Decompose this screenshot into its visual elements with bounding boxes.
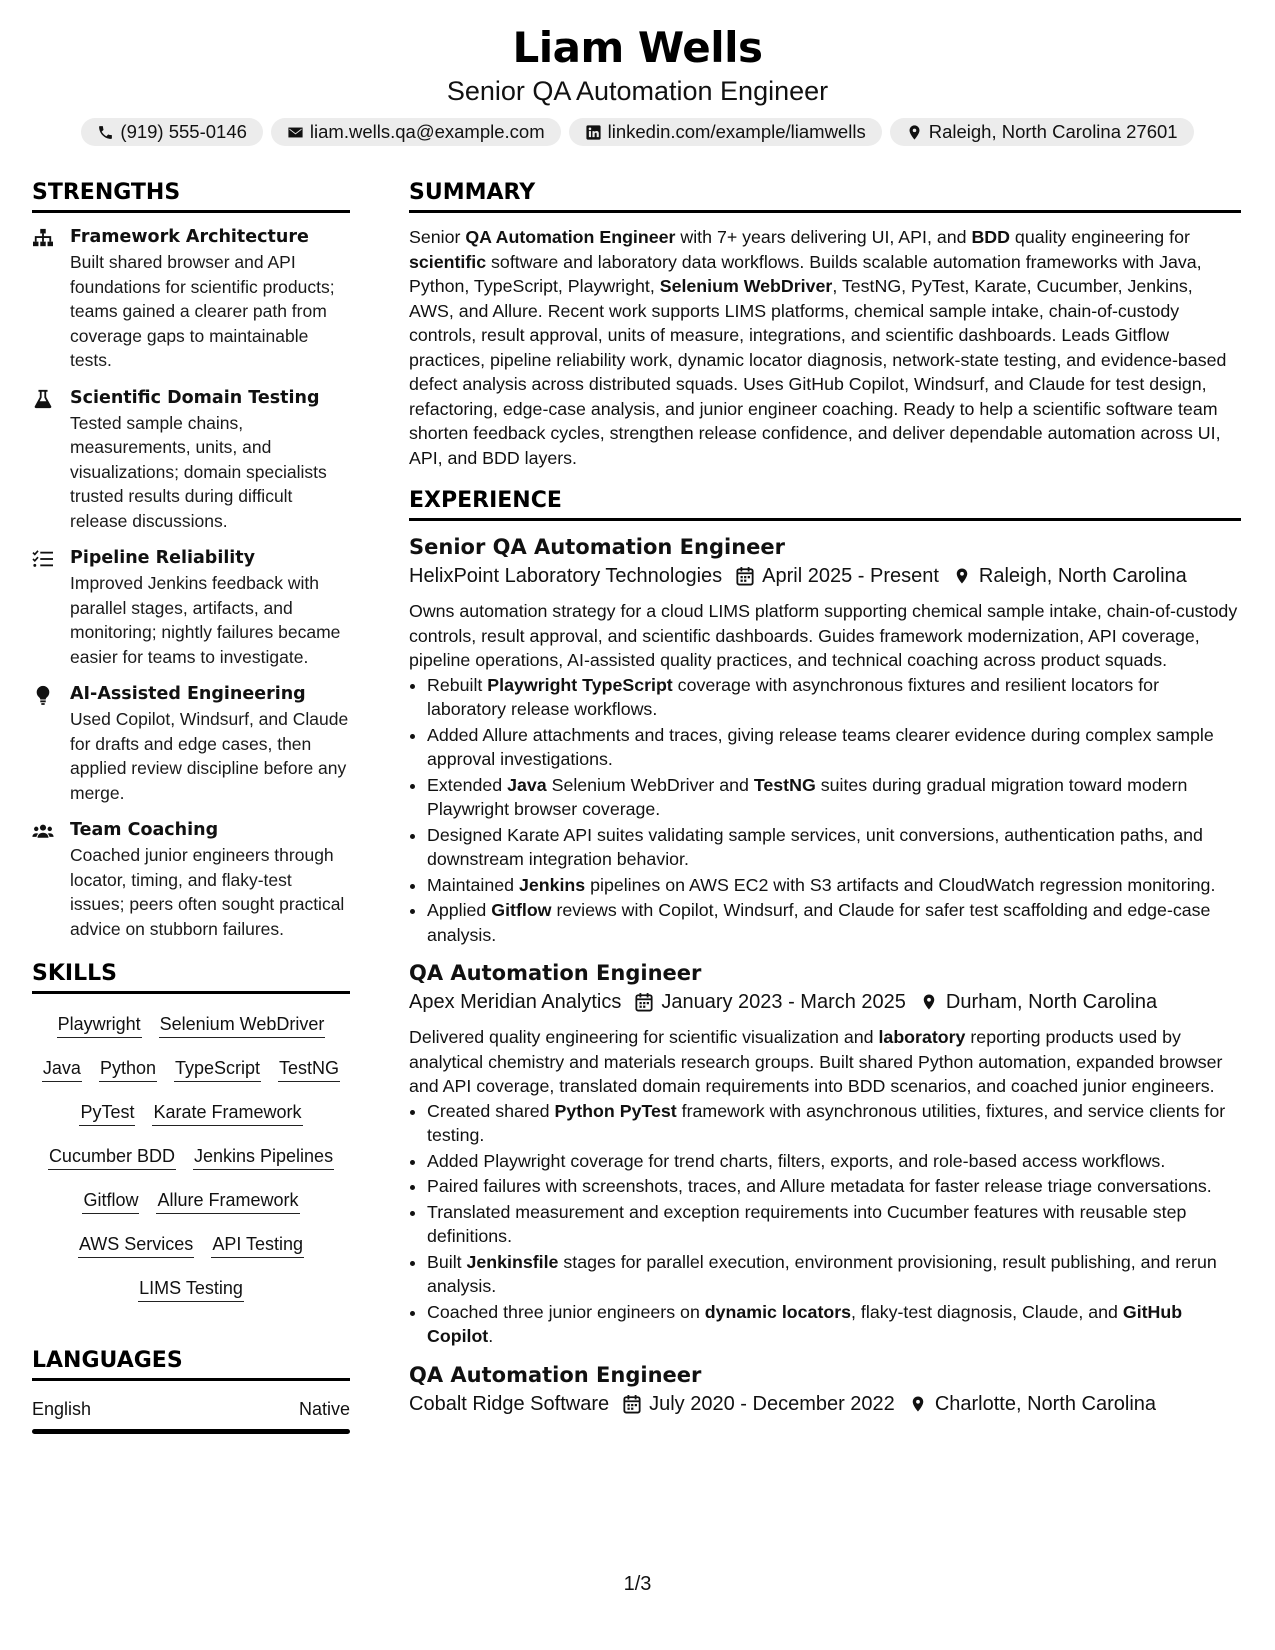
location-pill[interactable] [890, 118, 1194, 146]
left-column [32, 178, 350, 1434]
company-name: Cobalt Ridge Software [409, 1392, 610, 1415]
calendar-icon [736, 566, 754, 586]
language-name: English [32, 1399, 92, 1419]
skill-tag: Jenkins Pipelines [193, 1144, 334, 1170]
list-item: • Paired failures with screenshots, traces, and Allure metadata for faster release triage conversations. [427, 1174, 1241, 1199]
language-level: Native [298, 1399, 350, 1419]
list-item: • Translated measurement and exception requirements into Cucumber features with reusable step definitions. [427, 1200, 1241, 1249]
strength-item [32, 682, 350, 805]
envelope-icon [287, 124, 304, 141]
job-bullets [409, 1099, 1241, 1349]
skill-tag: Python [99, 1056, 157, 1082]
list-item: • Built Jenkinsfile stages for parallel execution, environment provisioning, result publishing, and rerun analysis. [427, 1250, 1241, 1299]
job-entry [409, 959, 1241, 1349]
candidate-title: Senior QA Automation Engineer [446, 76, 829, 106]
skill-tag: Java [42, 1056, 82, 1082]
job-dates: January 2023 - March 2025 [661, 991, 906, 1013]
skill-tag: Selenium WebDriver [159, 1012, 326, 1038]
map-pin-icon [909, 1394, 927, 1414]
list-item: • Added Playwright coverage for trend charts, filters, exports, and role-based access workflows. [427, 1149, 1241, 1174]
skill-tag: TestNG [278, 1056, 340, 1082]
job-meta [409, 561, 1241, 591]
right-column [409, 178, 1241, 1431]
strength-title: Pipeline Reliability [70, 548, 256, 568]
sitemap-icon [32, 228, 54, 248]
strength-title: Scientific Domain Testing [70, 387, 320, 408]
skill-tag: Gitflow [82, 1188, 139, 1214]
list-item: • Maintained Jenkins pipelines on AWS EC2 with S3 artifacts and CloudWatch regression monitoring. [427, 873, 1241, 898]
strength-title: Team Coaching [70, 820, 219, 840]
users-icon [32, 821, 54, 841]
skill-tag: Karate Framework [152, 1100, 302, 1126]
list-item: • Added Allure attachments and traces, giving release teams clearer evidence during complex sample approval investigations. [427, 723, 1241, 772]
list-item: • Created shared Python PyTest framework with asynchronous utilities, fixtures, and service clients for testing. [427, 1099, 1241, 1148]
strength-item [32, 546, 350, 669]
phone-pill[interactable] [81, 118, 263, 146]
skill-tag: TypeScript [174, 1056, 261, 1082]
strength-desc: Coached junior engineers through locator, timing, and flaky-test issues; peers often sought practical advice on stubborn failures. [70, 845, 345, 939]
strength-item [32, 386, 350, 534]
page-number: 1/3 [623, 1573, 652, 1595]
resume-header [0, 22, 1275, 146]
skill-tag: PyTest [79, 1100, 135, 1126]
job-bullets [409, 673, 1241, 948]
job-location: Durham, North Carolina [945, 991, 1158, 1013]
map-pin-icon [920, 992, 938, 1012]
skill-tag: Playwright [57, 1012, 142, 1038]
calendar-icon [623, 1394, 641, 1414]
job-dates: July 2020 - December 2022 [649, 1392, 895, 1415]
strength-desc: Tested sample chains, measurements, units, and visualizations; domain specialists trusted results during difficult release discussions. [70, 412, 327, 531]
skills-heading: SKILLS [32, 959, 350, 994]
linkedin-text: linkedin.com/example/liamwells [607, 121, 866, 142]
job-dates: April 2025 - Present [762, 565, 939, 587]
experience-heading: EXPERIENCE [409, 486, 1241, 521]
linkedin-pill[interactable] [569, 118, 882, 146]
phone-text: (919) 555-0146 [120, 121, 247, 142]
job-title: Senior QA Automation Engineer [409, 535, 785, 559]
lightbulb-icon [32, 685, 54, 705]
strength-title: Framework Architecture [70, 227, 309, 247]
job-entry [409, 533, 1241, 947]
skill-tag: Allure Framework [156, 1188, 299, 1214]
list-item: • Applied Gitflow reviews with Copilot, Windsurf, and Claude for safer test scaffolding and edge-case analysis. [427, 898, 1241, 947]
job-location: Raleigh, North Carolina [978, 565, 1187, 587]
language-row [32, 1393, 350, 1421]
list-item: • Extended Java Selenium WebDriver and TestNG suites during gradual migration toward modern Playwright browser coverage. [427, 773, 1241, 822]
job-location: Charlotte, North Carolina [934, 1392, 1157, 1415]
strength-desc: Built shared browser and API foundations for scientific products; teams gained a clearer path from coverage gaps to maintainable tests. [70, 252, 335, 370]
strength-item [32, 225, 350, 373]
email-pill[interactable] [271, 118, 561, 146]
strength-desc: Improved Jenkins feedback with parallel stages, artifacts, and monitoring; nightly failures became easier for teams to investigate. [70, 573, 341, 667]
skill-tag: LIMS Testing [138, 1276, 244, 1302]
candidate-name: Liam Wells [512, 23, 763, 72]
skills-list [32, 1006, 350, 1302]
list-check-icon [32, 549, 54, 569]
job-description: Delivered quality engineering for scientific visualization and laboratory reporting products used by analytical chemistry and materials research groups. Built shared Python automation, expanded browser and API coverage, translated domain requirements into BDD scenarios, and coached junior engineers. [409, 1027, 1223, 1096]
strengths-heading: STRENGTHS [32, 178, 350, 213]
company-name: Apex Meridian Analytics [409, 991, 622, 1013]
email-text: liam.wells.qa@example.com [309, 121, 545, 142]
language-level-bar [32, 1429, 350, 1434]
map-pin-icon [906, 124, 923, 141]
summary-text: Senior QA Automation Engineer with 7+ years delivering UI, API, and BDD quality engineering for scientific software and laboratory data workflows. Builds scalable automation frameworks with Java, Python, TypeScript, Playwright, Selenium WebDriver, TestNG, PyTest, Karate, Cucumber, Jenkins, AWS, and Allure. Recent work supports LIMS platforms, chemical sample intake, chain-of-custody controls, result approval, units of measure, integrations, and scientific dashboards. Leads Gitflow practices, pipeline reliability work, dynamic locator diagnosis, network-state testing, and evidence-based defect analysis across distributed squads. Uses GitHub Copilot, Windsurf, and Claude for test design, refactoring, edge-case analysis, and junior engineer coaching. Ready to help a scientific software team shorten feedback cycles, strengthen release confidence, and deliver dependable automation across UI, API, and BDD layers. [409, 227, 1227, 468]
linkedin-icon [585, 124, 602, 141]
list-item: • Designed Karate API suites validating sample services, unit conversions, authentication paths, and downstream integration behavior. [427, 823, 1241, 872]
skill-tag: AWS Services [78, 1232, 194, 1258]
job-meta [409, 987, 1241, 1017]
skill-tag: API Testing [211, 1232, 304, 1258]
strength-desc: Used Copilot, Windsurf, and Claude for drafts and edge cases, then applied review discipline before any merge. [70, 709, 349, 803]
list-item: • Coached three junior engineers on dynamic locators, flaky-test diagnosis, Claude, and GitHub Copilot. [427, 1300, 1241, 1349]
strength-item [32, 818, 350, 941]
job-title: QA Automation Engineer [409, 1362, 702, 1387]
phone-icon [97, 124, 114, 141]
flask-icon [32, 389, 54, 409]
job-entry [409, 1361, 1241, 1419]
company-name: HelixPoint Laboratory Technologies [409, 565, 723, 587]
summary-heading: SUMMARY [409, 178, 1241, 213]
strength-title: AI-Assisted Engineering [70, 684, 306, 704]
skill-tag: Cucumber BDD [48, 1144, 176, 1170]
languages-heading: LANGUAGES [32, 1346, 350, 1381]
calendar-icon [635, 992, 653, 1012]
list-item: • Rebuilt Playwright TypeScript coverage with asynchronous fixtures and resilient locators for laboratory release workflows. [427, 673, 1241, 722]
job-description: Owns automation strategy for a cloud LIMS platform supporting chemical sample intake, chain-of-custody controls, result approval, and scientific dashboards. Guides framework modernization, API coverage, pipeline operations, AI-assisted quality practices, and technical coaching across product squads. [409, 601, 1238, 670]
location-text: Raleigh, North Carolina 27601 [928, 121, 1178, 142]
job-title: QA Automation Engineer [409, 961, 702, 985]
job-meta [409, 1389, 1241, 1419]
map-pin-icon [953, 566, 971, 586]
contact-bar [0, 118, 1275, 146]
